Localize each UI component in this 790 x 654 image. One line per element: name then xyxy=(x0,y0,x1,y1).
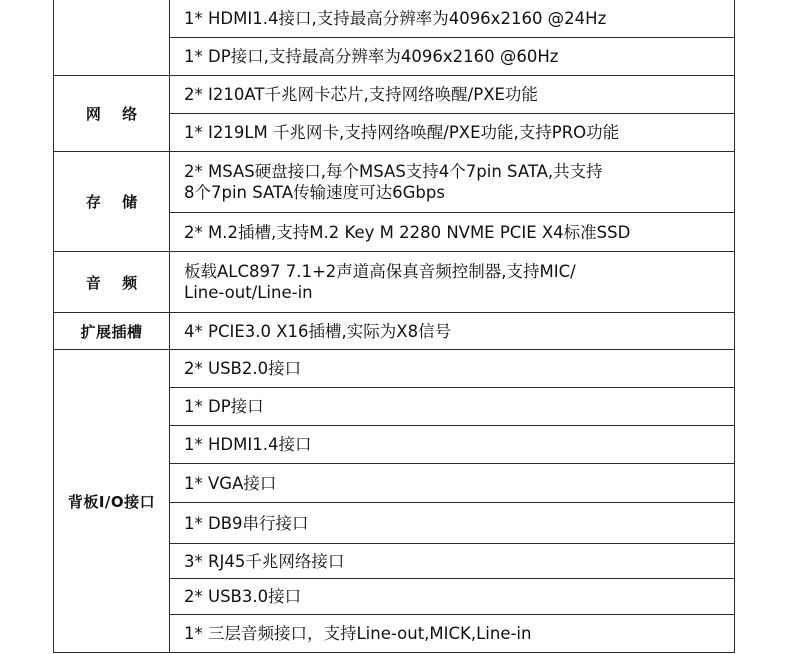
spec-value-msas: 2* MSAS硬盘接口,每个MSAS支持4个7pin SATA,共支持 8个7pin SATA传输速度可达6Gbps xyxy=(170,152,735,213)
spec-value-db9: 1* DB9串行接口 xyxy=(170,503,735,544)
spec-value-audio: 板载ALC897 7.1+2声道高保真音频控制器,支持MIC/ Line-out/Line-in xyxy=(170,252,735,313)
table-row xyxy=(54,0,735,38)
spec-value-usb3: 2* USB3.0接口 xyxy=(170,579,735,615)
table-row xyxy=(54,152,735,213)
category-cell-display xyxy=(54,0,170,76)
table-row xyxy=(54,350,735,388)
spec-value-rj45: 3* RJ45千兆网络接口 xyxy=(170,544,735,579)
spec-value-dp: 1* DP接口,支持最高分辨率为4096x2160 @60Hz xyxy=(170,38,735,76)
spec-value-audio-jack: 1* 三层音频接口，支持Line-out,MICK,Line-in xyxy=(170,615,735,653)
spec-value-m2: 2* M.2插槽,支持M.2 Key M 2280 NVME PCIE X4标准SSD xyxy=(170,213,735,252)
table-row xyxy=(54,313,735,350)
category-cell-expansion: 扩展插槽 xyxy=(54,313,170,350)
table-row xyxy=(54,76,735,114)
spec-value-nic-i219: 1* I219LM 千兆网卡,支持网络唤醒/PXE功能,支持PRO功能 xyxy=(170,114,735,152)
spec-value-usb2: 2* USB2.0接口 xyxy=(170,350,735,388)
category-cell-storage: 存 储 xyxy=(54,152,170,252)
spec-value-vga: 1* VGA接口 xyxy=(170,464,735,503)
category-cell-rear-io: 背板I/O接口 xyxy=(54,350,170,653)
table-row xyxy=(54,252,735,313)
category-cell-network: 网 络 xyxy=(54,76,170,152)
spec-value-nic-i210: 2* I210AT千兆网卡芯片,支持网络唤醒/PXE功能 xyxy=(170,76,735,114)
spec-value-hdmi: 1* HDMI1.4接口,支持最高分辨率为4096x2160 @24Hz xyxy=(170,0,735,38)
spec-value-rear-dp: 1* DP接口 xyxy=(170,388,735,426)
spec-table xyxy=(53,0,735,653)
category-cell-audio: 音 频 xyxy=(54,252,170,313)
spec-value-pcie: 4* PCIE3.0 X16插槽,实际为X8信号 xyxy=(170,313,735,350)
spec-value-rear-hdmi: 1* HDMI1.4接口 xyxy=(170,426,735,464)
